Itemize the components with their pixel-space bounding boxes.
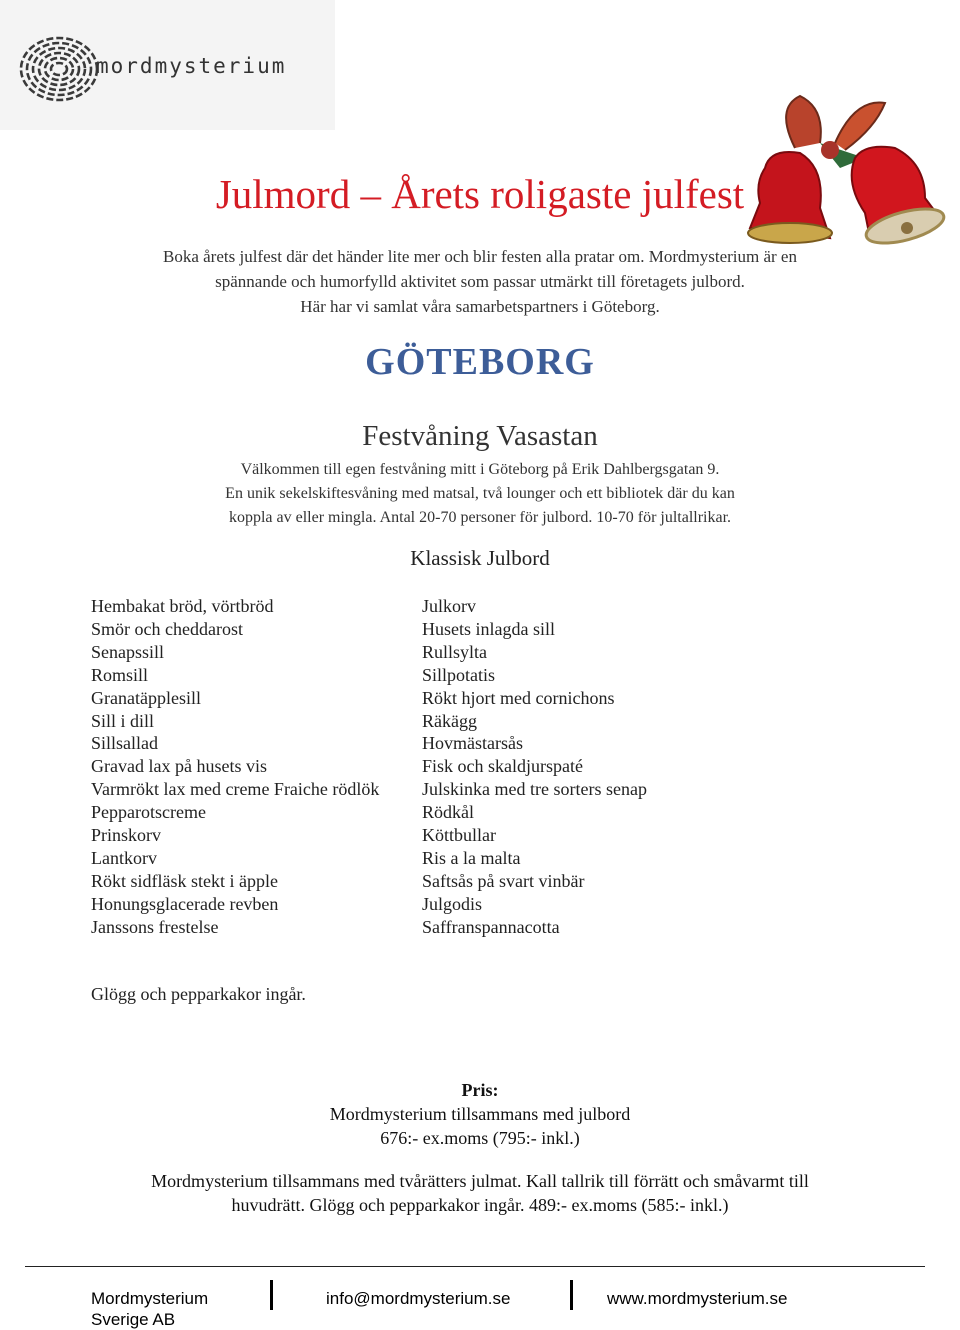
alternative-offer: [90, 1169, 870, 1217]
menu-item: Sill i dill: [91, 710, 155, 731]
alternative-offer-line: Mordmysterium tillsammans med tvårätters julmat. Kall tallrik till förrätt och småvarmt till: [151, 1171, 809, 1191]
menu-item: Rullsylta: [422, 641, 488, 662]
menu-item: Honungsglacerade revben: [91, 893, 279, 914]
venue-description-line: En unik sekelskiftesvåning med matsal, två lounger och ett bibliotek där du kan: [225, 485, 735, 502]
intro-line: Boka årets julfest där det händer lite mer och blir festen alla pratar om. Mordmysterium är en: [163, 247, 797, 266]
price-line: 676:- ex.moms (795:- inkl.): [380, 1128, 580, 1148]
venue-description: [150, 458, 810, 530]
price-line: Mordmysterium tillsammans med julbord: [329, 1104, 631, 1124]
footer-company-line: Sverige AB: [91, 1310, 176, 1329]
menu-item: Varmrökt lax med creme Fraiche rödlök: [91, 779, 380, 800]
menu-item: Janssons frestelse: [91, 916, 219, 937]
menu-list-right: [422, 595, 862, 939]
menu-item: Julkorv: [422, 596, 476, 616]
footer-separator: [570, 1280, 573, 1310]
venue-description-line: Välkommen till egen festvåning mitt i Göteborg på Erik Dahlbergsgatan 9.: [240, 461, 720, 478]
menu-item: Räkägg: [422, 710, 477, 731]
fingerprint-icon: [18, 28, 100, 110]
menu-item: Julgodis: [422, 893, 483, 914]
footer-divider: [25, 1266, 925, 1267]
page-title: Julmord – Årets roligaste julfest: [215, 171, 745, 217]
menu-item: Hovmästarsås: [422, 733, 523, 754]
menu-item: Gravad lax på husets vis: [91, 756, 267, 777]
intro-line: spännande och humorfylld aktivitet som passar utmärkt till företagets julbord.: [215, 272, 745, 291]
menu-item: Rökt hjort med cornichons: [422, 687, 615, 708]
price-section: [0, 1078, 960, 1150]
menu-item: Pepparotscreme: [91, 802, 206, 823]
logo-text: mordmysterium: [96, 54, 287, 78]
menu-item: Hembakat bröd, vörtbröd: [91, 596, 274, 616]
menu-item: Senapssill: [91, 641, 165, 662]
menu-item: Saftsås på svart vinbär: [422, 870, 585, 891]
intro-paragraph: [100, 244, 860, 319]
menu-item: Romsill: [91, 664, 149, 685]
menu-title: Klassisk Julbord: [410, 546, 550, 570]
menu-item: Sillsallad: [91, 733, 158, 754]
menu-item: Sillpotatis: [422, 664, 496, 685]
menu-item: Köttbullar: [422, 825, 496, 846]
footer-separator: [270, 1280, 273, 1310]
menu-note: Glögg och pepparkakor ingår.: [91, 984, 306, 1004]
menu-item: Rödkål: [422, 802, 474, 823]
menu-item: Fisk och skaldjurspaté: [422, 756, 583, 777]
footer-email-link[interactable]: info@mordmysterium.se: [326, 1289, 511, 1308]
venue-name: Festvåning Vasastan: [362, 420, 598, 452]
menu-item: Rökt sidfläsk stekt i äpple: [91, 870, 278, 891]
footer-company-line: Mordmysterium: [91, 1289, 209, 1308]
menu-item: Lantkorv: [91, 847, 157, 868]
footer-company: [91, 1288, 251, 1330]
menu-list-left: [91, 595, 421, 939]
menu-item: Saffranspannacotta: [422, 916, 560, 937]
menu-item: Husets inlagda sill: [422, 618, 555, 639]
venue-description-line: koppla av eller mingla. Antal 20-70 personer för julbord. 10-70 för jultallrikar.: [228, 509, 732, 526]
menu-item: Julskinka med tre sorters senap: [422, 779, 647, 800]
footer-website-link[interactable]: www.mordmysterium.se: [607, 1289, 788, 1308]
menu-item: Ris a la malta: [422, 847, 521, 868]
menu-item: Granatäpplesill: [91, 687, 201, 708]
intro-line: Här har vi samlat våra samarbetspartners i Göteborg.: [300, 297, 660, 316]
alternative-offer-line: huvudrätt. Glögg och pepparkakor ingår. 489:- ex.moms (585:- inkl.): [231, 1195, 729, 1215]
menu-item: Prinskorv: [91, 825, 162, 846]
menu-item: Smör och cheddarost: [91, 618, 243, 639]
price-label: Pris:: [461, 1080, 499, 1100]
city-heading: GÖTEBORG: [365, 341, 595, 383]
logo: [0, 0, 335, 130]
